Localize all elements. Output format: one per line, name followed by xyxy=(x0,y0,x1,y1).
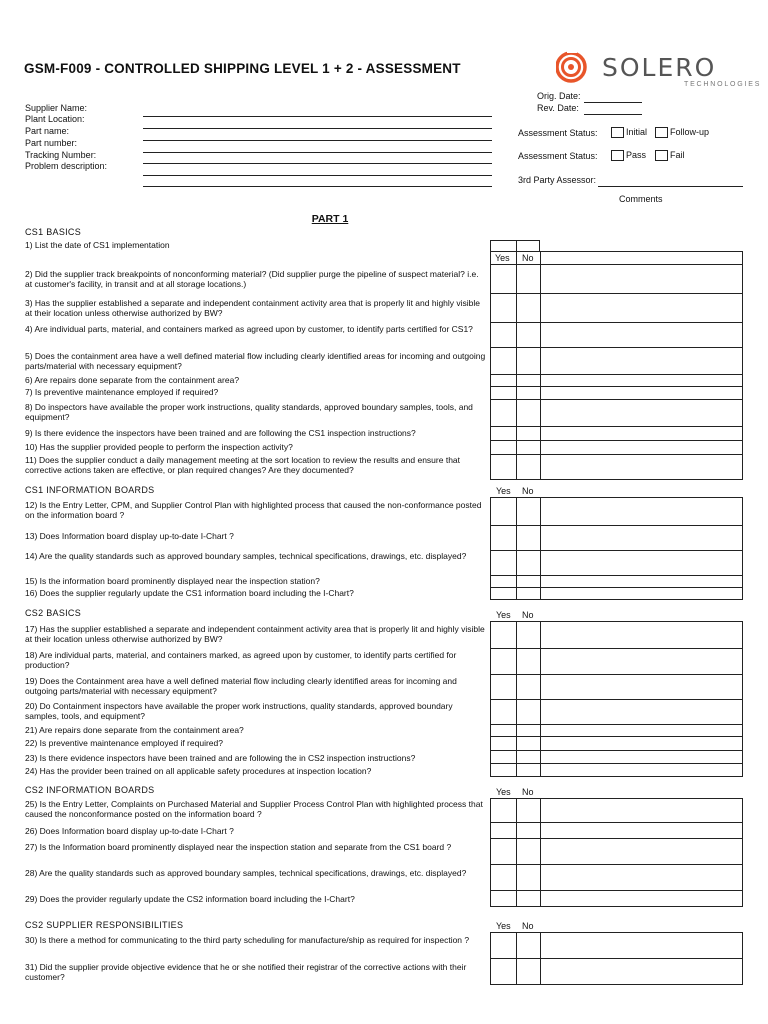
question-5: 5) Does the containment area have a well defined material flow including clearly identified areas for incoming and outgoing parts/material with necessary equipment? xyxy=(25,351,486,371)
answer-row-28[interactable] xyxy=(490,864,743,891)
rev-date-label: Rev. Date: xyxy=(537,103,579,113)
answer-row-31[interactable] xyxy=(490,958,743,985)
tracking-number-field[interactable] xyxy=(143,163,492,164)
answer-row-5[interactable] xyxy=(490,347,743,375)
question-11: 11) Does the supplier conduct a daily management meeting at the sort location to review the results and ensure that corrective actions taken are effective, or plan required changes? Are they documented? xyxy=(25,455,461,475)
no-header: No xyxy=(522,921,534,931)
problem-description-field-2[interactable] xyxy=(143,186,492,187)
answer-row-16[interactable] xyxy=(490,587,743,600)
yes-header: Yes xyxy=(496,610,511,620)
question-16: 16) Does the supplier regularly update the CS1 information board including the I-Chart? xyxy=(25,588,354,598)
answer-row-25[interactable] xyxy=(490,798,743,823)
question-2: 2) Did the supplier track breakpoints of nonconforming material? (Did supplier purge the pipeline of suspect material? i.e. at customer's facility, in transit and at all storage locations.) xyxy=(25,269,479,289)
no-header: No xyxy=(522,787,534,797)
answer-row-4[interactable] xyxy=(490,322,743,348)
logo-subtitle: TECHNOLOGIES xyxy=(684,81,762,88)
no-header: No xyxy=(522,253,534,263)
part-name-field[interactable] xyxy=(143,140,492,141)
answer-row-22[interactable] xyxy=(490,736,743,751)
question-20: 20) Do Containment inspectors have available the proper work instructions, quality standards, approved boundary samples, tools, and equipment? xyxy=(25,701,453,721)
yes-header: Yes xyxy=(495,253,510,263)
question-26: 26) Does Information board display up-to-date I-Chart ? xyxy=(25,826,234,836)
answer-row-14[interactable] xyxy=(490,550,743,576)
yes-header: Yes xyxy=(496,921,511,931)
answer-row-header xyxy=(490,251,743,265)
follow-up-checkbox[interactable] xyxy=(655,127,668,138)
comments-header: Comments xyxy=(619,194,663,204)
problem-description-label: Problem description: xyxy=(25,161,108,171)
yes-header: Yes xyxy=(496,486,511,496)
section-title-cs1-info-boards: CS1 INFORMATION BOARDS xyxy=(25,485,155,495)
answer-row-30[interactable] xyxy=(490,932,743,959)
assessment-status-label-1: Assessment Status: xyxy=(518,128,598,138)
answer-row-11[interactable] xyxy=(490,454,743,480)
logo-wordmark: SOLERO xyxy=(602,53,717,82)
answer-row-7[interactable] xyxy=(490,386,743,400)
fail-label: Fail xyxy=(670,150,685,160)
tracking-number-label: Tracking Number: xyxy=(25,150,97,160)
problem-description-field[interactable] xyxy=(143,175,492,176)
answer-row-27[interactable] xyxy=(490,838,743,865)
question-8: 8) Do inspectors have available the proper work instructions, quality standards, approved boundary samples, tools, and equipment? xyxy=(25,402,473,422)
rev-date-field[interactable] xyxy=(584,114,642,115)
answer-row-3[interactable] xyxy=(490,293,743,323)
answer-row-8[interactable] xyxy=(490,399,743,427)
third-party-label: 3rd Party Assessor: xyxy=(518,175,597,185)
answer-row-24[interactable] xyxy=(490,763,743,777)
part-name-label: Part name: xyxy=(25,126,70,136)
question-22: 22) Is preventive maintenance employed if required? xyxy=(25,738,223,748)
section-title-cs2-supplier-resp: CS2 SUPPLIER RESPONSIBILITIES xyxy=(25,920,184,930)
pass-label: Pass xyxy=(626,150,647,160)
plant-location-label: Plant Location: xyxy=(25,114,85,124)
question-28: 28) Are the quality standards such as approved boundary samples, technical specifications, drawings, etc. displayed? xyxy=(25,868,467,878)
question-10: 10) Has the supplier provided people to perform the inspection activity? xyxy=(25,442,293,452)
answer-row-17[interactable] xyxy=(490,621,743,649)
no-header: No xyxy=(522,486,534,496)
question-9: 9) Is there evidence the inspectors have been trained and are following the CS1 inspection instructions? xyxy=(25,428,416,438)
answer-row-2[interactable] xyxy=(490,264,743,294)
answer-row-13[interactable] xyxy=(490,525,743,551)
question-3: 3) Has the supplier established a separate and independent containment activity area that is properly lit and highly visible at their location unless otherwise authorized by BW? xyxy=(25,298,481,318)
question-15: 15) Is the information board prominently displayed near the inspection station? xyxy=(25,576,320,586)
fail-checkbox[interactable] xyxy=(655,150,668,161)
question-14: 14) Are the quality standards such as approved boundary samples, technical specifications, drawings, etc. displayed? xyxy=(25,551,467,561)
solero-logo xyxy=(556,47,762,93)
question-30: 30) Is there a method for communicating to the third party scheduling for manufacture/ship as required for inspection ? xyxy=(25,935,470,945)
pass-checkbox[interactable] xyxy=(611,150,624,161)
part-1-title: PART 1 xyxy=(311,213,349,225)
question-23: 23) Is there evidence inspectors have been trained and are following the in CS2 inspection instructions? xyxy=(25,753,416,763)
answer-row-18[interactable] xyxy=(490,648,743,675)
no-header: No xyxy=(522,610,534,620)
answer-row-26[interactable] xyxy=(490,822,743,839)
follow-up-label: Follow-up xyxy=(670,127,710,137)
question-18: 18) Are individual parts, material, and containers marked, as agreed upon by customer, to identify parts certified for production? xyxy=(25,650,457,670)
answer-row-29[interactable] xyxy=(490,890,743,907)
section-title-cs2-info-boards: CS2 INFORMATION BOARDS xyxy=(25,785,155,795)
orig-date-label: Orig. Date: xyxy=(537,91,581,101)
question-13: 13) Does Information board display up-to-date I-Chart ? xyxy=(25,531,234,541)
question-29: 29) Does the provider regularly update the CS2 information board including the I-Chart? xyxy=(25,894,355,904)
question-12: 12) Is the Entry Letter, CPM, and Supplier Control Plan with highlighted process that caused the non-conformance posted on the information board ? xyxy=(25,500,482,520)
answer-row-20[interactable] xyxy=(490,699,743,725)
question-21: 21) Are repairs done separate from the containment area? xyxy=(25,725,244,735)
part-number-field[interactable] xyxy=(143,152,492,153)
plant-location-field[interactable] xyxy=(143,128,492,129)
orig-date-field[interactable] xyxy=(584,102,642,103)
question-19: 19) Does the Containment area have a well defined material flow including clearly identified areas for incoming and outgoing parts/material with necessary equipment? xyxy=(25,676,457,696)
assessment-status-label-2: Assessment Status: xyxy=(518,151,598,161)
question-7: 7) Is preventive maintenance employed if required? xyxy=(25,387,219,397)
form-title: GSM-F009 - CONTROLLED SHIPPING LEVEL 1 + 2 - ASSESSMENT xyxy=(24,61,461,76)
answer-row-10[interactable] xyxy=(490,440,743,455)
yes-header: Yes xyxy=(496,787,511,797)
question-31: 31) Did the supplier provide objective evidence that he or she notified their registrar of the corrective actions with their customer? xyxy=(25,962,467,982)
section-title-cs1-basics: CS1 BASICS xyxy=(25,227,82,237)
third-party-field[interactable] xyxy=(598,186,743,187)
supplier-name-field[interactable] xyxy=(143,116,492,117)
question-6: 6) Are repairs done separate from the containment area? xyxy=(25,375,240,385)
question-17: 17) Has the supplier established a separate and independent containment activity area that is properly lit and highly visible at their location unless otherwise authorized by BW? xyxy=(25,624,485,644)
answer-row-12[interactable] xyxy=(490,497,743,526)
answer-row-19[interactable] xyxy=(490,674,743,700)
answer-row-9[interactable] xyxy=(490,426,743,441)
question-1: 1) List the date of CS1 implementation xyxy=(25,240,170,250)
section-title-cs2-basics: CS2 BASICS xyxy=(25,608,82,618)
part-number-label: Part number: xyxy=(25,138,78,148)
question-4: 4) Are individual parts, material, and containers marked as agreed upon by customer, to identify parts certified for CS1? xyxy=(25,324,473,334)
initial-checkbox[interactable] xyxy=(611,127,624,138)
supplier-name-label: Supplier Name: xyxy=(25,103,88,113)
question-25: 25) Is the Entry Letter, Complaints on Purchased Material and Supplier Process Control Plan with highlighted process that caused the nonconformance posted on the information board ? xyxy=(25,799,483,819)
question-27: 27) Is the Information board prominently displayed near the inspection station and separate from the CS1 board ? xyxy=(25,842,452,852)
initial-label: Initial xyxy=(626,127,648,137)
answer-row-23[interactable] xyxy=(490,750,743,764)
question-24: 24) Has the provider been trained on all applicable safety procedures at inspection location? xyxy=(25,766,372,776)
